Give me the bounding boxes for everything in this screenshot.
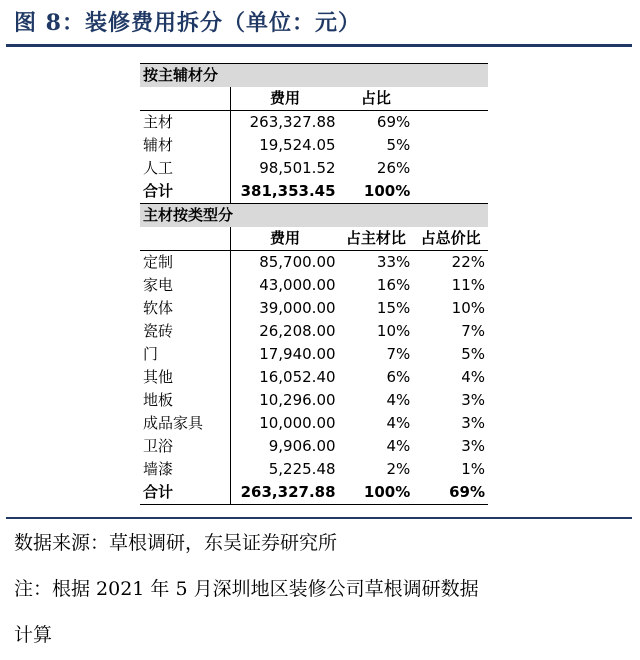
table-cell: 3% [461,414,485,432]
table-cell: 263,327.88 [231,481,339,505]
table-cell: 5% [386,136,411,154]
table-cell: 381,353.45 [231,180,339,204]
table-cell [413,157,488,180]
table-cell: 22% [451,253,485,271]
table-row [140,343,488,366]
table-cell: 占比 [339,87,414,111]
table-row [140,412,488,435]
table-cell: 4% [461,368,485,386]
table-cell: 其他 [143,368,174,386]
table-cell: 合计 [140,481,231,505]
source-text: 数据来源：草根调研，东吴证券研究所 [14,532,338,554]
table-row [140,458,488,481]
table-cell: 人工 [143,159,174,177]
table-cell: 263,327.88 [231,111,339,135]
table-cell: 16,052.40 [231,366,339,389]
table-cell [413,111,488,135]
table-cell: 9,906.00 [231,435,339,458]
table-cell: 10% [451,299,485,317]
table-cell: 定制 [143,253,174,271]
table-cell: 100% [339,481,414,505]
table-cell: 瓷砖 [143,322,174,340]
table-cell: 5% [461,345,485,363]
table-cell: 85,700.00 [231,251,339,275]
table-cell: 主材 [143,113,174,131]
table-cell: 墙漆 [143,460,174,478]
table-cell: 4% [386,391,411,409]
table-row [140,389,488,412]
table-cell: 19,524.05 [231,134,339,157]
note-text: 注：根据 2021 年 5 月深圳地区装修公司草根调研数据 [14,578,479,600]
table-cell: 4% [386,437,411,455]
table-cell: 家电 [143,276,174,294]
table-cell: 26,208.00 [231,320,339,343]
table-cell: 69% [413,481,488,505]
table-cell: 成品家具 [143,414,204,432]
table-cell [140,87,231,111]
cost-table [140,63,488,505]
table-cell: 费用 [231,227,339,251]
section-title-row [140,64,488,88]
table-cell: 地板 [143,391,174,409]
table-cell: 43,000.00 [231,274,339,297]
title-rule [6,44,632,47]
header-row [140,87,488,111]
section-title: 主材按类型分 [140,204,488,228]
table-cell: 16% [376,276,411,294]
table-cell: 11% [451,276,485,294]
table-row [140,111,488,135]
table-cell: 占总价比 [413,227,488,251]
table-row [140,274,488,297]
table-cell: 1% [461,460,485,478]
header-row [140,227,488,251]
table-cell: 7% [461,322,485,340]
table-cell [413,180,488,204]
table-cell: 占主材比 [339,227,414,251]
figure-title: 图 8：装修费用拆分（单位：元） [14,10,361,36]
table-cell: 33% [376,253,411,271]
table-row [140,251,488,275]
table-cell: 98,501.52 [231,157,339,180]
table-cell: 17,940.00 [231,343,339,366]
table-cell: 6% [386,368,411,386]
table-row [140,320,488,343]
table-cell: 门 [143,345,159,363]
table-cell: 10,296.00 [231,389,339,412]
total-row [140,180,488,204]
table-cell: 26% [376,159,411,177]
table-cell: 卫浴 [143,437,174,455]
table-cell: 10% [376,322,411,340]
section-title-row [140,204,488,228]
table-cell: 7% [386,345,411,363]
table-row [140,435,488,458]
table-row [140,297,488,320]
table-cell: 69% [376,113,411,131]
table-cell: 100% [339,180,414,204]
table-cell: 合计 [140,180,231,204]
table-cell: 4% [386,414,411,432]
table-cell: 软体 [143,299,174,317]
total-row [140,481,488,505]
table-row [140,134,488,157]
table-cell: 15% [376,299,411,317]
table-cell [413,134,488,157]
note-text-continued: 计算 [14,624,53,646]
table-cell: 3% [461,437,485,455]
table-cell: 39,000.00 [231,297,339,320]
table-cell: 5,225.48 [231,458,339,481]
table-cell [140,227,231,251]
table-cell: 10,000.00 [231,412,339,435]
table-cell: 辅材 [143,136,174,154]
bottom-rule [6,517,632,519]
table-cell [413,87,488,111]
table-cell: 费用 [231,87,339,111]
table-row [140,366,488,389]
table-row [140,157,488,180]
table-cell: 2% [386,460,411,478]
section-title: 按主辅材分 [140,64,488,88]
table-cell: 3% [461,391,485,409]
